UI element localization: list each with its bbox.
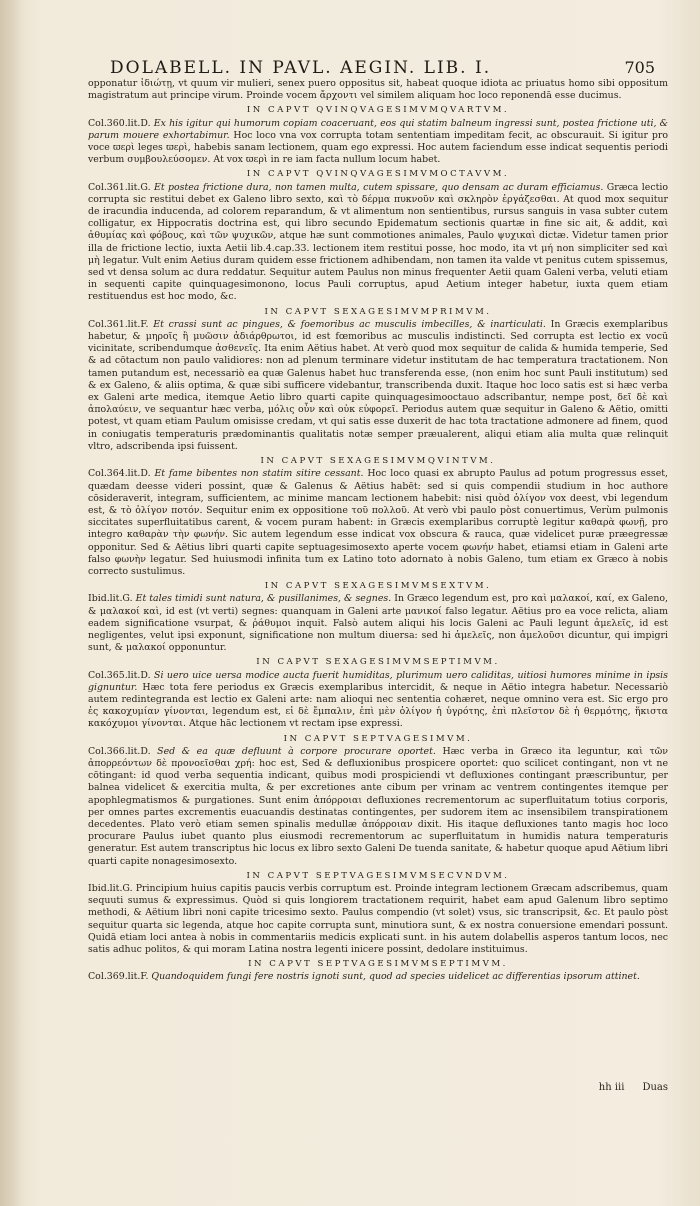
lemma-quotation: Et crassi sunt ac pingues, & foemoribus ac musculis imbecilles, & inarticulati. (153, 318, 546, 330)
chapter-section (88, 656, 668, 730)
column-reference: Col.365.lit.D. (88, 669, 151, 681)
commentary-text: Principium huius capitis paucis verbis corruptum est. Proinde integram lectionem Græcam adscribemus, quam sequuti sumus & expressimus. Quòd si quis longiorem tractationem requirit, habet eam apud Galenum libro septimo methodi, & Aëtium libri noni capite tricesimo sexto. Paulus compendio (vt solet) vsus, sic transcripsit, &c. Et paulo pòst sequitur quarta sic legenda, atque hoc capite corrupta sunt, minutiora sunt, & ex nostra conuersione emendari possunt. Quidā etiam loci antea à nobis in commentariis medicis explicati sunt. in his autem dolabellis asperos tantum locos, nec satis adhuc politos, & qui moram Latina nostra legenti inicere possint, dedolare instituimus. (88, 883, 668, 956)
lemma-quotation: Et postea frictione dura, non tamen multa, cutem spissare, quo densam ac duram efficiamus. (154, 181, 604, 193)
commentary-text: Hæc tota fere periodus ex Græcis exemplaribus intercidit, & neque in Aëtio integra habetur. Necessariò autem redintegranda est lectio ex Galeni arte: nam alioqui nec sententia cohæret, neque omnino vera est. Sic ergo pro ἐς κακοχυμίαν γίνονται, legendum est, εἰ δὲ ἔμπαλιν, ἐπὶ μὲν ὀλίγον ἡ ὑγρότης, ἐπὶ πλεῖστον δὲ ἡ θερμότης, ἥκιστα κακόχυμοι γίνονται. Atque hāc lectionem vt rectam ipse expressi. (88, 681, 668, 730)
commentary-text: Hæc verba in Græco ita leguntur, καὶ τῶν ἀπορρεόντων δὲ προνοεῖσθαι χρή: hoc est, Sed & defluxionibus prospicere oportet: quo scilicet contingant, non vt ne cōtingant: id quod verba sequentia indicant, quibus modi prospiciendi vt defluxiones contingant præscribuntur, per balnea videlicet & exercitia multa, & per excretiones ante cibum per vrinam ac ventrem contingentes itemque per apophlegmatismos & purgationes. Sunt enim ἀπόρροιαι defluxiones recrementorum ac superfluitatum totius corporis, per omnes partes excrementis euacuandis destinatas contingentes, per sudorem item ac insensibilem transpirationem decedentes. Plato verò etiam semen spinalis medullæ ἀπόρροιαν dixit. His itaque defluxiones tanto magis hoc loco procurare Paulus iubet quanto plus eiusmodi recrementorum ac superfluitatum in humidis natura temperaturis generatur. Est autem transcriptus hic locus ex libro sexto Galeni De tuenda sanitate, & habetur quoque apud Aëtium libri quarti capite nonagesimosexto. (88, 745, 669, 867)
chapter-paragraph (88, 746, 668, 868)
sections-container (88, 104, 668, 983)
chapter-section (88, 870, 668, 956)
chapter-heading: IN CAPVT QVINQVAGESIMVMOCTAVVM. (246, 169, 510, 180)
commentary-text: In Græcis exemplaribus habetur, & μηροῖς ἢ μυῶσιν ἀδιάρθρωτοι, id est fœmoribus ac musculis indistincti. Sed corrupta est lectio ex vocū vicinitate, scribendumque ἀσθενεῖς. Ita enim Aëtius habet. At verò quod mox sequitur de calida & humida temperie, Sed & ad cōtactum non paulo validiores: non ad plenum terminare videtur institutam de hac temperatura tractationem. Non tamen putandum est, necessariò ea quæ Galenus habet huc transferenda esse, (non enim hoc sunt Pauli institutum) sed & ex Galeno, & aliis optima, & quæ sibi sufficere videbantur, transcribenda duxit. Itaque hoc loco satis est si hæc verba ex Galeni arte medica, itemque Aetio libro quarti capite quinquagesimooctauo adscribantur, nempe post, δεῖ δὲ καὶ ἀπολαύειν, ve sequantur hæc verba, μόλις οὖν καὶ οὐκ εὐφορεῖ. Periodus autem quæ sequitur in Galeno & Aëtio, omitti potest, vt quam etiam Paulum omisisse credam, vt qui satis esse duxerit de hac tota tractatione admonere ad finem, quod in coniugatis temperaturis prædominantis qualitatis notæ semper præualerent, aliqui etiam alia multa quæ relinquit vltro, adscribenda ipsi fuissent. (88, 318, 668, 452)
chapter-heading: IN CAPVT SEPTVAGESIMVM. (283, 733, 473, 744)
column-reference: Col.364.lit.D. (88, 468, 151, 480)
chapter-heading: IN CAPVT SEPTVAGESIMVMSECVNDVM. (246, 870, 510, 881)
chapter-heading: IN CAPVT SEXAGESIMVMSEXTVM. (264, 581, 492, 592)
chapter-section (88, 958, 668, 983)
page-number: 705 (624, 58, 655, 77)
chapter-paragraph (88, 118, 668, 167)
chapter-section (88, 168, 668, 303)
column-reference: Col.361.lit.F. (88, 318, 149, 330)
commentary-text: Hoc loco quasi ex abrupto Paulus ad potum progressus esset, quædam deesse videri possint, quæ & Galenus & Aëtius habēt: sed si quis compendii studium in hoc authore cōsideraverit, integram, sufficientem, ac minime mancam lectionem habebit: nisi quòd ὀλίγον vox deest, vbi legendum est, & τὸ ὀλίγον ποτόν. Sequitur enim ex oppositione τοῦ πολλοῦ. At verò vbi paulo pòst conuertimus, Verùm pulmonis siccitates superfluitatibus carent, & vocem puram habent: in Græcis exemplaribus corruptè legitur καθαρὰ φωνῇ, pro integro καθαρὰν τὴν φωνήν. Sic autem legendum esse indicat vox obscura & rauca, quæ videlicet puræ præegressæ opponitur. Sed & Aëtius libri quarti capite septuagesimosexto aperte vocem φωνήν habet, etiamsi etiam in Galeni arte falso φωνὴν legatur. Sed huiusmodi infinita tum ex Latino toto adornato à nobis Galeno, tum etiam ex Græco à nobis correcto sustulimus. (88, 468, 668, 577)
running-title: DOLABELL. IN PAVL. AEGIN. LIB. I. (110, 58, 492, 78)
lemma-quotation: Et tales timidi sunt natura, & pusillanimes, & segnes. (135, 593, 392, 605)
chapter-heading: IN CAPVT SEXAGESIMVMPRIMVM. (264, 306, 492, 317)
chapter-section (88, 733, 668, 868)
chapter-paragraph (88, 593, 668, 654)
chapter-heading: IN CAPVT QVINQVAGESIMVMQVARTVM. (246, 105, 510, 116)
opening-paragraph: opponatur ἰδιώτῃ, vt quum vir mulieri, senex puero oppositus sit, habeat quoque idiota ac priuatus homo sibi oppositum magistratum aut principe virum. Proinde vocem ἄρχοντι vel similem aliquam hoc loco reponendā esse ducimus. (88, 78, 668, 102)
lemma-quotation: Ex his igitur qui humorum copiam coaceruant, eos qui statim balneum ingressi sunt, postea frictione uti, & parum mouere exhortabimur. (88, 117, 668, 141)
running-head (110, 58, 655, 78)
gutter-shadow (0, 0, 24, 1206)
chapter-paragraph (88, 182, 668, 304)
chapter-heading: IN CAPVT SEPTVAGESIMVMSEPTIMVM. (248, 959, 508, 970)
chapter-paragraph (88, 468, 668, 578)
chapter-section (88, 580, 668, 654)
column-reference: Ibid.lit.G. (88, 593, 133, 605)
chapter-paragraph (88, 883, 668, 956)
chapter-paragraph (88, 319, 668, 453)
column-reference: Col.360.lit.D. (88, 117, 151, 129)
catchword: Duas (642, 1082, 668, 1093)
column-reference: Ibid.lit.G. (88, 883, 133, 894)
lemma-quotation: Sed & ea quæ defluunt à corpore procurare oportet. (157, 745, 436, 757)
chapter-section (88, 306, 668, 453)
lemma-quotation: Si uero uice uersa modice aucta fuerit humiditas, plurimum uero caliditas, uitiosi humores minime in ipsis gignuntur. (88, 669, 668, 693)
column-reference: Col.366.lit.D. (88, 745, 151, 757)
lemma-quotation: Quandoquidem fungi fere nostris ignoti sunt, quod ad species uidelicet ac differentias ipsorum attinet. (151, 971, 640, 983)
page-foot (88, 1082, 668, 1093)
commentary-text: Hoc loco vna vox corrupta totam sententiam impeditam fecit, ac obscurauit. Si igitur pro voce ϖερὶ leges ϖερὶ, habebis sanam lectionem, quam ego expressi. Hoc autem faciendum esse indicat sequentis periodi verbum συμβουλεύσομεν. At vox ϖερὶ in re iam facta nullum locum habet. (88, 129, 668, 166)
chapter-section (88, 455, 668, 578)
chapter-heading: IN CAPVT SEXAGESIMVMQVINTVM. (260, 456, 496, 467)
signature-mark: hh iii (598, 1082, 625, 1093)
chapter-heading: IN CAPVT SEXAGESIMVMSEPTIMVM. (256, 657, 500, 668)
chapter-section (88, 104, 668, 166)
lemma-quotation: Et fame bibentes non statim sitire cessant. (154, 468, 364, 480)
main-text (88, 78, 668, 984)
column-reference: Col.369.lit.F. (88, 971, 149, 983)
commentary-text: Græca lectio corrupta sic restitui debet ex Galeno libro sexto, καὶ τὸ δέρμα πυκνοῦν καὶ σκληρὸν ἐργάζεσθαι. At quod mox sequitur de iracundia inducenda, ad colorem reparandum, & vt alimentum non sentientibus, rursus sanguis in vasa subter cutem colligatur, ex Hippocratis doctrina est, qui libro secundo Epidematum sectionis quartæ in fine sic ait, & addit, καὶ ἀθυμίας καὶ φόβους, καὶ τῶν ψυχικῶν, atque hæ sunt commotiones animales, Paulo ψυχικαὶ dictæ. Videtur tamen prior illa de frictione lectio, iuxta Aetii lib.4.cap.33. lectionem item restitui posse, hoc modo, ita vt μή non simpliciter sed καὶ μὴ legatur. Vult enim Aetius duram quidem esse frictionem adhibendam, non tamen ita valde vt penitus cutem spissemus, sed vt densa solum ac dura reddatur. Sequitur autem Paulus non minus frequenter Aetii quam Galeni verba, veluti etiam in sequenti capite quinquagesimonono, locus Pauli corruptus, apud Aetium integer habetur, iuxta quem etiam restituendus est hoc modo, &c. (88, 181, 669, 303)
column-reference: Col.361.lit.G. (88, 181, 151, 193)
commentary-text: In Græco legendum est, pro καὶ μαλακοί, καί, ex Galeno, & μαλακοί καὶ, id est (vt verti) segnes: quanquam in Galeni arte μανικοί falso legatur. Aëtius pro ea voce relicta, aliam eadem significatione vsurpat, & ῥάθυμοι inquit. Falsò autem aliqui his locis Galeni ac Pauli legunt ἀμελεῖς, id est negligentes, velut ipsi exponunt, significatione non multum diuersa: sed hi ἀμελεῖς, non ἀμελοῦσι dicuntur, qui impigri sunt, & μαλακοί opponuntur. (88, 593, 668, 654)
chapter-paragraph (88, 971, 668, 983)
chapter-paragraph (88, 670, 668, 731)
